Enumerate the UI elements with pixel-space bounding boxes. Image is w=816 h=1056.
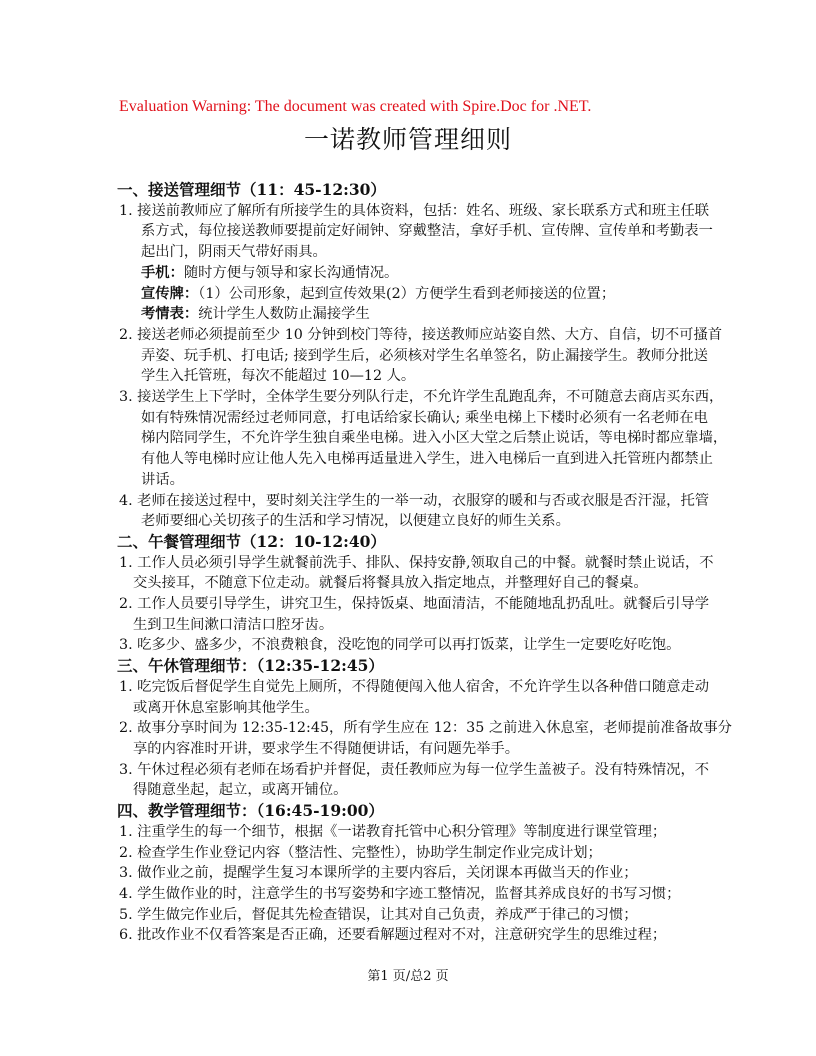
list-item-line: 2. 故事分享时间为 12:35-12:45，所有学生应在 12：35 之前进入休息室，老师提前准备故事分 [119, 720, 732, 737]
sub-item-text: 统计学生人数防止漏接学生 [198, 306, 370, 323]
section-3 [117, 656, 732, 801]
section-4 [119, 801, 701, 946]
list-item-line: 1. 工作人员必须引导学生就餐前洗手、排队、保持安静,领取自己的中餐。就餐时禁止说话，不 [119, 554, 714, 571]
list-item-line: 2. 检查学生作业登记内容（整洁性、完整性），协助学生制定作业完成计划； [119, 844, 602, 861]
list-item-line: 学生入托管班，每次不能超过 10—12 人。 [141, 368, 416, 385]
list-item-line: 生到卫生间漱口清洁口腔牙齿。 [133, 616, 334, 633]
section-heading: 二、午餐管理细节（12：10-12:40） [117, 531, 386, 551]
list-item [119, 677, 710, 718]
sub-item [119, 263, 701, 284]
list-item [119, 822, 701, 843]
list-item [119, 387, 728, 491]
list-item-line: 讲话。 [141, 471, 184, 488]
section-heading: 三、午休管理细节：（12:35-12:45） [117, 656, 384, 676]
list-item [119, 594, 710, 635]
list-item-line: 2. 接送老师必须提前至少 10 分钟到校门等待，接送教师应站姿自然、大方、自信，切不可搔首 [119, 326, 723, 343]
list-item [119, 201, 713, 325]
list-item-line: 4. 老师在接送过程中，要时刻关注学生的一举一动，衣服穿的暖和与否或衣服是否汗湿，托管 [119, 492, 710, 509]
list-item [119, 760, 710, 801]
list-item-line: 6. 批改作业不仅看答案是否正确，还要看解题过程对不对，注意研究学生的思维过程； [119, 927, 667, 944]
sub-item-label: 考情表： [141, 306, 199, 323]
list-item [119, 863, 701, 884]
section-heading: 一、接送管理细节（11：45-12:30） [117, 180, 386, 199]
sub-item-text: 随时方便与领导和家长沟通情况。 [183, 264, 399, 281]
section-1 [117, 180, 728, 532]
page-number: 第1 页/总2 页 [367, 969, 449, 985]
list-item-line: 起出门，阴雨天气带好雨具。 [141, 244, 327, 261]
sub-item-label: 宣传牌： [141, 285, 199, 302]
sub-item-text: （1）公司形象，起到宣传效果(2）方便学生看到老师接送的位置； [198, 285, 616, 302]
list-item [119, 843, 701, 864]
list-item-line: 3. 做作业之前，提醒学生复习本课所学的主要内容后，关闭课本再做当天的作业； [119, 865, 638, 882]
list-item [119, 884, 701, 905]
list-item-line: 5. 学生做完作业后，督促其先检查错误，让其对自己负责，养成严于律己的习惯； [119, 906, 638, 923]
sub-item [119, 304, 701, 325]
section-2 [117, 531, 714, 656]
list-item-line: 如有特殊情况需经过老师同意，打电话给家长确认; 乘坐电梯上下楼时必须有一名老师在电 [141, 409, 708, 426]
evaluation-warning: Evaluation Warning: The document was created with Spire.Doc for .NET. [119, 98, 592, 115]
section-heading: 四、教学管理细节：（16:45-19:00） [117, 801, 384, 821]
sub-item-label: 手机： [141, 264, 184, 281]
list-item [119, 553, 714, 594]
list-item-line: 梯内陪同学生，不允许学生独自乘坐电梯。进入小区大堂之后禁止说话，等电梯时都应靠墙， [141, 430, 728, 447]
list-item-line: 3. 接送学生上下学时，全体学生要分列队行走，不允许学生乱跑乱奔，不可随意去商店买东西， [119, 389, 724, 406]
list-item [119, 325, 723, 387]
list-item-line: 3. 吃多少、盛多少，不浪费粮食，没吃饱的同学可以再打饭菜，让学生一定要吃好吃饱。 [119, 637, 681, 654]
list-item-line: 1. 接送前教师应了解所有所接学生的具体资料，包括：姓名、班级、家长联系方式和班主任联 [119, 202, 710, 219]
list-item-line: 交头接耳，不随意下位走动。就餐后将餐具放入指定地点，并整理好自己的餐桌。 [133, 575, 648, 592]
list-item-line: 系方式，每位接送教师要提前定好闹钟、穿戴整洁，拿好手机、宣传牌、宣传单和考勤表一 [141, 223, 713, 240]
list-item-line: 得随意坐起，起立，或离开铺位。 [133, 782, 348, 799]
page-flow [0, 180, 816, 986]
list-item [119, 925, 701, 946]
document-body [117, 180, 732, 946]
sub-item [119, 284, 701, 305]
list-item-line: 弄姿、玩手机、打电话; 接到学生后，必须核对学生名单签名，防止漏接学生。教师分批送 [141, 347, 708, 364]
document-title: 一诺教师管理细则 [303, 125, 512, 154]
list-item-line: 1. 吃完饭后督促学生自觉先上厕所，不得随便闯入他人宿舍，不允许学生以各种借口随意走动 [119, 678, 710, 695]
list-item [119, 635, 701, 656]
list-item [119, 718, 732, 759]
list-item-line: 老师要细心关切孩子的生活和学习情况，以便建立良好的师生关系。 [141, 513, 570, 530]
list-item-line: 2. 工作人员要引导学生，讲究卫生，保持饭桌、地面清洁，不能随地乱扔乱吐。就餐后引导学 [119, 596, 710, 613]
list-item-line: 1. 注重学生的每一个细节，根据《一诺教育托管中心积分管理》等制度进行课堂管理； [119, 823, 667, 840]
list-item-line: 享的内容准时开讲，要求学生不得随便讲话，有问题先举手。 [133, 740, 520, 757]
list-item [119, 905, 701, 926]
list-item-line: 有他人等电梯时应让他人先入电梯再适量进入学生，进入电梯后一直到进入托管班内都禁止 [141, 451, 713, 468]
list-item [119, 491, 710, 532]
list-item-line: 3. 午休过程必须有老师在场看护并督促，责任教师应为每一位学生盖被子。没有特殊情况，不 [119, 761, 710, 778]
list-item-line: 或离开休息室影响其他学生。 [133, 699, 319, 716]
list-item-line: 4. 学生做作业的时，注意学生的书写姿势和字迹工整情况，监督其养成良好的书写习惯； [119, 885, 681, 902]
